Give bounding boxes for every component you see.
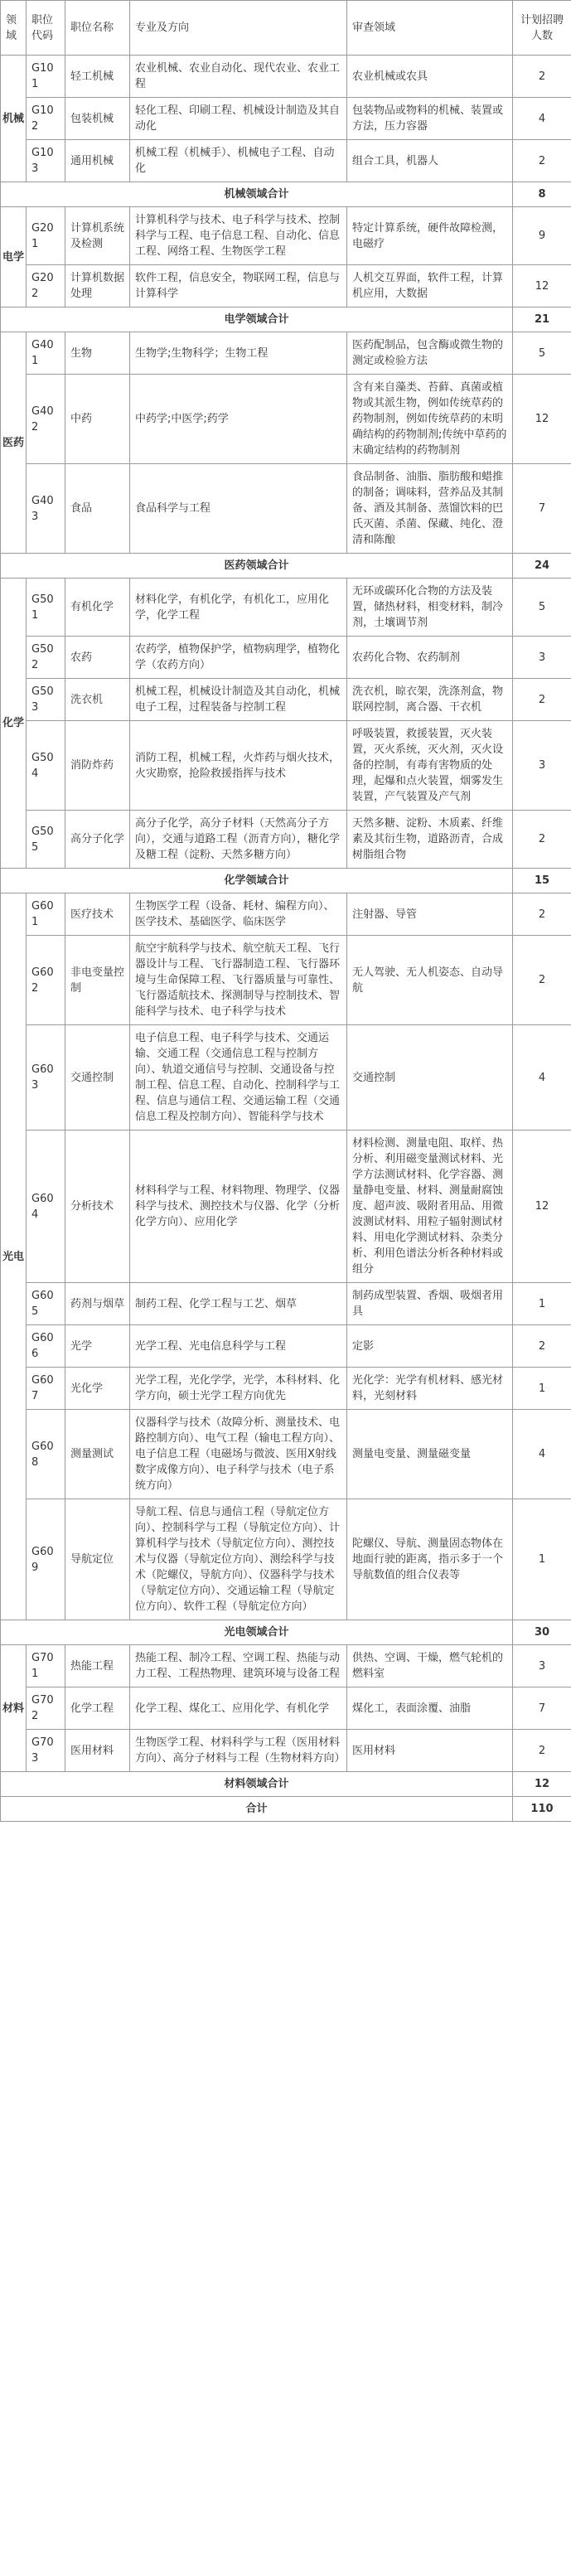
table-row bbox=[1, 893, 571, 936]
major-cell: 光学工程、光电信息科学与工程 bbox=[130, 1325, 347, 1368]
subtotal-value: 30 bbox=[513, 1620, 571, 1645]
position-name-cell: 计算机系统及检测 bbox=[65, 207, 130, 265]
review-cell: 医用材料 bbox=[347, 1730, 513, 1772]
table-body bbox=[1, 56, 571, 1822]
major-cell: 导航工程、信息与通信工程（导航定位方向）、控制科学与工程（导航定位方向）、计算机科学与技术（导航定位方向）、测控技术与仪器（导航定位方向）、测绘科学与技术（陀螺仪，导航方向）、仪器科学与技术（导航定位方向）、交通运输工程（导航定位方向）、软件工程（导航定位方向） bbox=[130, 1499, 347, 1620]
position-name-cell: 医用材料 bbox=[65, 1730, 130, 1772]
table-row bbox=[1, 637, 571, 679]
count-cell: 4 bbox=[513, 1025, 571, 1131]
review-cell: 农业机械或农具 bbox=[347, 56, 513, 98]
major-cell: 机械工程，机械设计制造及其自动化，机械电子工程，过程装备与控制工程 bbox=[130, 679, 347, 721]
count-cell: 1 bbox=[513, 1368, 571, 1410]
code-cell: G606 bbox=[27, 1325, 65, 1368]
code-cell: G202 bbox=[27, 265, 65, 307]
position-name-cell: 高分子化学 bbox=[65, 811, 130, 869]
major-cell: 热能工程、制冷工程、空调工程、热能与动力工程、工程热物理、建筑环境与设备工程 bbox=[130, 1645, 347, 1687]
header-major: 专业及方向 bbox=[130, 1, 347, 56]
review-cell: 陀螺仪、导航、测量固态物体在地面行驶的距离，指示多于一个导航数值的组合仪表等 bbox=[347, 1499, 513, 1620]
table-row bbox=[1, 1325, 571, 1368]
major-cell: 材料科学与工程、材料物理、物理学、仪器科学与技术、测控技术与仪器、化学（分析化学方向）、应用化学 bbox=[130, 1131, 347, 1283]
position-name-cell: 食品 bbox=[65, 464, 130, 554]
code-cell: G201 bbox=[27, 207, 65, 265]
subtotal-value: 12 bbox=[513, 1772, 571, 1797]
total-value: 110 bbox=[513, 1797, 571, 1822]
subtotal-value: 15 bbox=[513, 869, 571, 893]
table-row bbox=[1, 1283, 571, 1325]
review-cell: 含有来自藻类、苔藓、真菌或植物或其派生物，例如传统草药的药物制剂，例如传统草药的末明确结构的药物制剂;传统中草药的末确定结构的药物制剂 bbox=[347, 375, 513, 464]
position-name-cell: 有机化学 bbox=[65, 579, 130, 637]
subtotal-label: 医药领域合计 bbox=[1, 554, 513, 579]
major-cell: 消防工程，机械工程，火炸药与烟火技术，火灾勘察，抢险救援指挥与技术 bbox=[130, 721, 347, 811]
domain-cell: 材料 bbox=[1, 1645, 27, 1772]
position-name-cell: 光化学 bbox=[65, 1368, 130, 1410]
table-row bbox=[1, 1730, 571, 1772]
code-cell: G701 bbox=[27, 1645, 65, 1687]
major-cell: 航空宇航科学与技术、航空航天工程、飞行器设计与工程、飞行器制造工程、飞行器环境与生命保障工程、飞行器质量与可靠性、飞行器适航技术、探测制导与控制技术、智能科学与技术、电子科学与技术 bbox=[130, 936, 347, 1025]
count-cell: 2 bbox=[513, 1730, 571, 1772]
major-cell: 机械工程（机械手）、机械电子工程、自动化 bbox=[130, 140, 347, 182]
code-cell: G503 bbox=[27, 679, 65, 721]
domain-cell: 电学 bbox=[1, 207, 27, 307]
subtotal-row bbox=[1, 307, 571, 332]
count-cell: 3 bbox=[513, 1645, 571, 1687]
review-cell: 制药成型装置、香烟、吸烟者用具 bbox=[347, 1283, 513, 1325]
subtotal-value: 24 bbox=[513, 554, 571, 579]
subtotal-label: 化学领域合计 bbox=[1, 869, 513, 893]
position-name-cell: 计算机数据处理 bbox=[65, 265, 130, 307]
code-cell: G103 bbox=[27, 140, 65, 182]
position-name-cell: 中药 bbox=[65, 375, 130, 464]
table-row bbox=[1, 265, 571, 307]
domain-cell: 光电 bbox=[1, 893, 27, 1620]
review-cell: 人机交互界面，软件工程，计算机应用，大数据 bbox=[347, 265, 513, 307]
position-name-cell: 热能工程 bbox=[65, 1645, 130, 1687]
domain-cell: 医药 bbox=[1, 332, 27, 554]
table-row bbox=[1, 56, 571, 98]
count-cell: 12 bbox=[513, 1131, 571, 1283]
review-cell: 呼吸装置，救援装置，灭火装置，灭火系统，灭火剂，灭火设备的控制，有毒有害物质的处理，起爆和点火装置，烟雾发生装置，产气装置及产气剂 bbox=[347, 721, 513, 811]
code-cell: G501 bbox=[27, 579, 65, 637]
count-cell: 2 bbox=[513, 679, 571, 721]
code-cell: G603 bbox=[27, 1025, 65, 1131]
review-cell: 特定计算系统，硬件故障检测，电磁疗 bbox=[347, 207, 513, 265]
count-cell: 5 bbox=[513, 332, 571, 375]
position-name-cell: 交通控制 bbox=[65, 1025, 130, 1131]
table-row bbox=[1, 207, 571, 265]
table-row bbox=[1, 679, 571, 721]
review-cell: 食品制备、油脂、脂肪酸和蜡推的制备；调味料，营养品及其制备、酒及其制备、蒸馏饮料的巴氏灭菌、杀菌、保藏、纯化、澄清和陈酿 bbox=[347, 464, 513, 554]
review-cell: 洗衣机，晾衣架，洗涤剂盒，物联网控制，离合器、干衣机 bbox=[347, 679, 513, 721]
subtotal-label: 机械领域合计 bbox=[1, 182, 513, 207]
count-cell: 12 bbox=[513, 265, 571, 307]
major-cell: 软件工程，信息安全，物联网工程，信息与计算科学 bbox=[130, 265, 347, 307]
position-name-cell: 通用机械 bbox=[65, 140, 130, 182]
subtotal-label: 光电领域合计 bbox=[1, 1620, 513, 1645]
review-cell: 包装物品或物料的机械、装置或方法，压力容器 bbox=[347, 98, 513, 140]
count-cell: 3 bbox=[513, 637, 571, 679]
count-cell: 5 bbox=[513, 579, 571, 637]
subtotal-row bbox=[1, 182, 571, 207]
code-cell: G604 bbox=[27, 1131, 65, 1283]
position-name-cell: 医疗技术 bbox=[65, 893, 130, 936]
domain-cell: 化学 bbox=[1, 579, 27, 869]
review-cell: 煤化工，表面涂覆、油脂 bbox=[347, 1687, 513, 1730]
table-row bbox=[1, 721, 571, 811]
subtotal-label: 材料领域合计 bbox=[1, 1772, 513, 1797]
table-row bbox=[1, 1499, 571, 1620]
count-cell: 4 bbox=[513, 98, 571, 140]
count-cell: 1 bbox=[513, 1499, 571, 1620]
table-row bbox=[1, 140, 571, 182]
count-cell: 2 bbox=[513, 140, 571, 182]
major-cell: 材料化学，有机化学，有机化工，应用化学，化学工程 bbox=[130, 579, 347, 637]
table-row bbox=[1, 1645, 571, 1687]
position-name-cell: 生物 bbox=[65, 332, 130, 375]
code-cell: G605 bbox=[27, 1283, 65, 1325]
review-cell: 交通控制 bbox=[347, 1025, 513, 1131]
major-cell: 食品科学与工程 bbox=[130, 464, 347, 554]
code-cell: G607 bbox=[27, 1368, 65, 1410]
subtotal-label: 电学领域合计 bbox=[1, 307, 513, 332]
count-cell: 2 bbox=[513, 1325, 571, 1368]
review-cell: 组合工具，机器人 bbox=[347, 140, 513, 182]
major-cell: 计算机科学与技术、电子科学与技术、控制科学与工程、电子信息工程、自动化、信息工程、网络工程、生物医学工程 bbox=[130, 207, 347, 265]
total-row bbox=[1, 1797, 571, 1822]
review-cell: 定影 bbox=[347, 1325, 513, 1368]
major-cell: 仪器科学与技术（故障分析、测量技术、电路控制方向）、电气工程（输电工程方向）、电子信息工程（电磁场与微波、医用X射线数字成像方向）、电子科学与技术（电子系统方向） bbox=[130, 1410, 347, 1499]
table-row bbox=[1, 464, 571, 554]
code-cell: G504 bbox=[27, 721, 65, 811]
code-cell: G505 bbox=[27, 811, 65, 869]
major-cell: 化学工程、煤化工、应用化学、有机化学 bbox=[130, 1687, 347, 1730]
major-cell: 生物医学工程（设备、耗材、编程方向）、医学技术、基础医学、临床医学 bbox=[130, 893, 347, 936]
review-cell: 农药化合物、农药制剂 bbox=[347, 637, 513, 679]
review-cell: 光化学：光学有机材料、感光材料，光刻材料 bbox=[347, 1368, 513, 1410]
header-row bbox=[1, 1, 571, 56]
header-review: 审查领域 bbox=[347, 1, 513, 56]
count-cell: 2 bbox=[513, 56, 571, 98]
position-name-cell: 农药 bbox=[65, 637, 130, 679]
table-row bbox=[1, 579, 571, 637]
header-code: 职位代码 bbox=[27, 1, 65, 56]
subtotal-row bbox=[1, 1620, 571, 1645]
review-cell: 天然多糖、淀粉、木质素、纤维素及其衍生物，道路沥青，合成树脂组合物 bbox=[347, 811, 513, 869]
subtotal-row bbox=[1, 869, 571, 893]
count-cell: 7 bbox=[513, 1687, 571, 1730]
position-name-cell: 分析技术 bbox=[65, 1131, 130, 1283]
count-cell: 12 bbox=[513, 375, 571, 464]
domain-cell: 机械 bbox=[1, 56, 27, 182]
review-cell: 供热、空调、干燥，燃气轮机的燃料室 bbox=[347, 1645, 513, 1687]
position-name-cell: 轻工机械 bbox=[65, 56, 130, 98]
review-cell: 测量电变量、测量磁变量 bbox=[347, 1410, 513, 1499]
count-cell: 4 bbox=[513, 1410, 571, 1499]
review-cell: 材料检测、测量电阻、取样、热分析、利用磁变量测试材料、光学方法测试材料、化学容器、测量静电变量、材料、测量耐腐蚀度、超声波、吸附者用品、用微波测试材料、用粒子辐射测试材料、用电化学测试材料、杂类分析、利用色谱法分析各种材料或组分 bbox=[347, 1131, 513, 1283]
total-label: 合计 bbox=[1, 1797, 513, 1822]
subtotal-value: 8 bbox=[513, 182, 571, 207]
major-cell: 制药工程、化学工程与工艺、烟草 bbox=[130, 1283, 347, 1325]
count-cell: 2 bbox=[513, 811, 571, 869]
code-cell: G608 bbox=[27, 1410, 65, 1499]
major-cell: 高分子化学，高分子材料（天然高分子方向），交通与道路工程（沥青方向），糖化学及糖工程（淀粉、天然多糖方向） bbox=[130, 811, 347, 869]
major-cell: 中药学;中医学;药学 bbox=[130, 375, 347, 464]
table-row bbox=[1, 811, 571, 869]
table-row bbox=[1, 98, 571, 140]
count-cell: 9 bbox=[513, 207, 571, 265]
header-domain: 领域 bbox=[1, 1, 27, 56]
subtotal-value: 21 bbox=[513, 307, 571, 332]
count-cell: 3 bbox=[513, 721, 571, 811]
header-count: 计划招聘人数 bbox=[513, 1, 571, 56]
table-row bbox=[1, 1131, 571, 1283]
count-cell: 2 bbox=[513, 936, 571, 1025]
table-row bbox=[1, 332, 571, 375]
subtotal-row bbox=[1, 554, 571, 579]
code-cell: G102 bbox=[27, 98, 65, 140]
code-cell: G602 bbox=[27, 936, 65, 1025]
major-cell: 轻化工程、印刷工程、机械设计制造及其自动化 bbox=[130, 98, 347, 140]
code-cell: G401 bbox=[27, 332, 65, 375]
table-row bbox=[1, 375, 571, 464]
table-row bbox=[1, 1025, 571, 1131]
code-cell: G601 bbox=[27, 893, 65, 936]
header-name: 职位名称 bbox=[65, 1, 130, 56]
position-name-cell: 光学 bbox=[65, 1325, 130, 1368]
major-cell: 电子信息工程、电子科学与技术、交通运输、交通工程（交通信息工程与控制方向）、轨道交通信号与控制、交通设备与控制工程、信息工程、自动化、控制科学与工程、信息与通信工程、交通运输工程（交通信息工程及控制方向）、智能科学与技术 bbox=[130, 1025, 347, 1131]
major-cell: 光学工程，光化学学，光学，本科材料、化学方向，硕士光学工程方向优先 bbox=[130, 1368, 347, 1410]
position-name-cell: 测量测试 bbox=[65, 1410, 130, 1499]
table-row bbox=[1, 936, 571, 1025]
code-cell: G703 bbox=[27, 1730, 65, 1772]
table-row bbox=[1, 1368, 571, 1410]
review-cell: 注射器、导管 bbox=[347, 893, 513, 936]
review-cell: 医药配制品，包含酶或微生物的测定或检验方法 bbox=[347, 332, 513, 375]
code-cell: G101 bbox=[27, 56, 65, 98]
review-cell: 无人驾驶、无人机姿态、自动导航 bbox=[347, 936, 513, 1025]
code-cell: G403 bbox=[27, 464, 65, 554]
code-cell: G702 bbox=[27, 1687, 65, 1730]
major-cell: 生物医学工程、材料科学与工程（医用材料方向）、高分子材料与工程（生物材料方向） bbox=[130, 1730, 347, 1772]
position-name-cell: 包装机械 bbox=[65, 98, 130, 140]
count-cell: 2 bbox=[513, 893, 571, 936]
position-name-cell: 化学工程 bbox=[65, 1687, 130, 1730]
major-cell: 生物学;生物科学；生物工程 bbox=[130, 332, 347, 375]
position-name-cell: 药剂与烟草 bbox=[65, 1283, 130, 1325]
table-row bbox=[1, 1687, 571, 1730]
major-cell: 农药学，植物保护学，植物病理学，植物化学（农药方向） bbox=[130, 637, 347, 679]
table-row bbox=[1, 1410, 571, 1499]
position-name-cell: 非电变量控制 bbox=[65, 936, 130, 1025]
position-name-cell: 消防炸药 bbox=[65, 721, 130, 811]
code-cell: G502 bbox=[27, 637, 65, 679]
subtotal-row bbox=[1, 1772, 571, 1797]
code-cell: G609 bbox=[27, 1499, 65, 1620]
count-cell: 7 bbox=[513, 464, 571, 554]
review-cell: 无环或碳环化合物的方法及装置，储热材料，相变材料，制冷剂，土壤调节剂 bbox=[347, 579, 513, 637]
count-cell: 1 bbox=[513, 1283, 571, 1325]
major-cell: 农业机械、农业自动化、现代农业、农业工程 bbox=[130, 56, 347, 98]
position-name-cell: 导航定位 bbox=[65, 1499, 130, 1620]
position-name-cell: 洗衣机 bbox=[65, 679, 130, 721]
code-cell: G402 bbox=[27, 375, 65, 464]
